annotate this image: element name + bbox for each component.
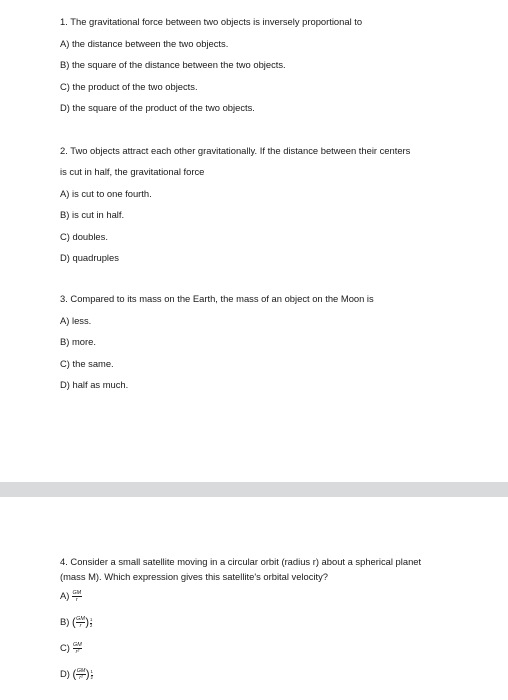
question-1-option-d: D) the square of the product of the two objects. bbox=[60, 102, 255, 113]
formula-gm-over-r bbox=[72, 590, 82, 603]
exponent-numerator: 1 bbox=[90, 617, 93, 622]
question-4-option-c bbox=[60, 642, 82, 655]
fraction-numerator: GM bbox=[76, 616, 85, 623]
fraction-denominator: r bbox=[75, 597, 78, 604]
question-2-stem-line2: is cut in half, the gravitational force bbox=[60, 166, 205, 177]
question-4-stem-line1: 4. Consider a small satellite moving in a circular orbit (radius r) about a spherical planet bbox=[60, 556, 422, 567]
question-3-option-b: B) more. bbox=[60, 336, 96, 347]
formula-sqrt-gm-over-r-squared: ( $\frac{GM}{\text{r²}}$ ) $\frac{1}{2}$ bbox=[72, 668, 93, 682]
formula-sqrt-gm-over-r: ( $\frac{GM}{r}$ ) $\frac{1}{2}$ bbox=[71, 616, 93, 630]
question-1-stem: 1. The gravitational force between two objects is inversely proportional to bbox=[60, 16, 363, 27]
question-2-option-c: C) doubles. bbox=[60, 231, 108, 242]
option-letter: A) bbox=[60, 590, 70, 601]
question-1-option-c: C) the product of the two objects. bbox=[60, 81, 198, 92]
fraction-numerator: GM bbox=[72, 590, 82, 597]
question-3-option-d: D) half as much. bbox=[60, 379, 129, 390]
question-4-option-b bbox=[60, 616, 92, 629]
question-1-option-a: A) the distance between the two objects. bbox=[60, 38, 229, 49]
exponent-denominator: 2 bbox=[90, 622, 93, 628]
option-letter: B) bbox=[60, 616, 70, 627]
question-4-option-d bbox=[60, 668, 93, 681]
page-divider bbox=[0, 482, 508, 497]
exponent-denominator: 2 bbox=[90, 674, 93, 680]
question-2-option-d: D) quadruples bbox=[60, 252, 119, 263]
question-4-option-a bbox=[60, 590, 82, 603]
fraction-denominator: r² bbox=[75, 649, 80, 656]
question-3-option-c: C) the same. bbox=[60, 358, 114, 369]
question-1-option-b: B) the square of the distance between the two objects. bbox=[60, 59, 286, 70]
question-2-stem-line1: 2. Two objects attract each other gravitationally. If the distance between their centers bbox=[60, 145, 411, 156]
question-3-stem: 3. Compared to its mass on the Earth, the mass of an object on the Moon is bbox=[60, 293, 374, 304]
question-4-stem-line2: (mass M). Which expression gives this satellite's orbital velocity? bbox=[60, 571, 329, 582]
fraction-denominator: r² bbox=[79, 675, 83, 682]
question-2-option-b: B) is cut in half. bbox=[60, 209, 125, 220]
fraction-numerator: GM bbox=[73, 642, 82, 649]
formula-gm-over-r-squared bbox=[73, 642, 83, 655]
question-3-option-a: A) less. bbox=[60, 315, 92, 326]
question-2-option-a: A) is cut to one fourth. bbox=[60, 188, 152, 199]
document-page-2 bbox=[0, 497, 508, 700]
fraction-denominator: r bbox=[79, 623, 82, 630]
fraction-numerator: GM bbox=[76, 668, 86, 675]
option-letter: D) bbox=[60, 668, 70, 679]
exponent-numerator: 1 bbox=[90, 669, 93, 674]
option-letter: C) bbox=[60, 642, 70, 653]
